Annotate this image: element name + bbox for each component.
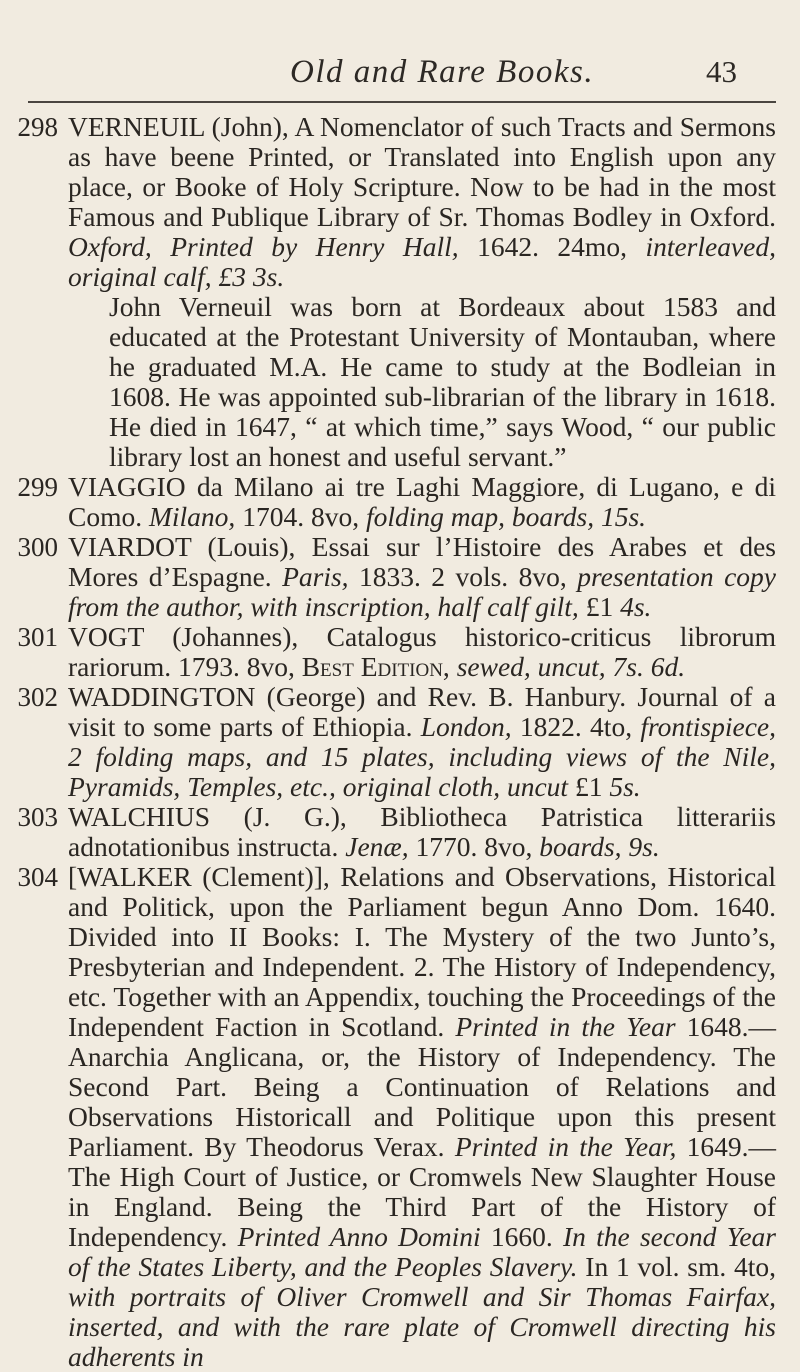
entry-text-run: Printed in the Year, xyxy=(454,1131,677,1162)
entry-text-run: 1704. 8vo, xyxy=(235,501,366,532)
catalogue-entry xyxy=(0,622,800,682)
entry-text-run: £1 xyxy=(568,771,610,802)
entry-text-run: folding map, boards, xyxy=(365,501,595,532)
entry-text-run: 4s. xyxy=(620,591,652,622)
entry-text-run: interleaved, original calf, xyxy=(68,231,777,292)
entry-text-run: [WALKER (Clement)], Relations and Observations, Historical and Politick, upon the Parliament begun Anno Dom. 1640. Divided into II Books: I. The Mystery of the two Junto’s, Presbyterian and Independent. 2. The History of Independency, etc. Together with an Appendix, touching the Proceedings of the Independent Faction in Scotland. xyxy=(68,861,776,1042)
entry-text-run: VIAGGIO da Milano ai tre Laghi Maggiore, di Lugano, e di Como. xyxy=(68,471,776,532)
entry-text-run: Milano, xyxy=(148,501,236,532)
entry-text-run: with portraits of Oliver Cromwell and Sir Thomas Fairfax, inserted, and with the rare plate of Cromwell directing his adherents in xyxy=(68,1281,776,1372)
entry-text-run: 7s. 6d. xyxy=(612,651,686,682)
entry-text-run: 1770. 8vo, xyxy=(408,831,540,862)
entry-text-run: VOGT (Johannes), Catalogus historico-criticus librorum rariorum. 1793. 8vo, xyxy=(68,621,776,682)
entry-note: John Verneuil was born at Bordeaux about 1583 and educated at the Protestant University of Montauban, where he graduated M.A. He came to study at the Bodleian in 1608. He was appointed sub-librarian of the library in 1618. He died in 1647, “ at which time,” says Wood, “ our public library lost an honest and useful servant.” xyxy=(109,291,776,472)
entry-text-run: 1660. xyxy=(480,1221,563,1252)
catalogue-entry xyxy=(0,802,800,862)
entry-text-run: frontispiece, 2 folding maps, and 15 plates, including views of the Nile, Pyramids, Temples, etc., original cloth, uncut xyxy=(68,711,777,802)
catalogue-entry xyxy=(0,862,800,1372)
entry-text-run xyxy=(212,261,219,292)
entry-text-run: London, xyxy=(420,711,512,742)
entry-text-run xyxy=(606,651,613,682)
entry-text-run: 1642. 24mo, xyxy=(458,231,646,262)
entry-text-run: WALCHIUS (J. G.), Bibliotheca Patristica litterariis adnotationibus instructa. xyxy=(68,801,776,862)
entry-text-run: £1 xyxy=(578,591,621,622)
page-number: 43 xyxy=(706,54,737,89)
entry-text-run: VIARDOT (Louis), Essai sur l’Histoire des Arabes et des Mores d’Espagne. xyxy=(68,531,776,592)
entry-text-run: Printed Anno Domini xyxy=(237,1221,481,1252)
entry-text-run: 1648.—Anarchia Anglicana, or, the History of Independency. The Second Part. Being a Continuation of Relations and Observations Historicall and Politique upon this present Parliament. By Theodorus Verax. xyxy=(68,1011,777,1162)
entry-text-run: Jenæ, xyxy=(345,831,409,862)
entry-number: 298 xyxy=(17,112,58,142)
entry-text-run: 1822. 4to, xyxy=(511,711,641,742)
entry-text-run: Best Edition, xyxy=(301,651,450,682)
entry-text-run: Printed in the Year xyxy=(455,1011,676,1042)
entry-text-run: In the second Year of the States Liberty, and the Peoples Slavery. xyxy=(68,1221,777,1282)
entry-text-run: Oxford, Printed by Henry Hall, xyxy=(68,231,459,262)
entry-description xyxy=(68,802,776,862)
entry-description xyxy=(68,862,776,1372)
entry-text-run: boards, xyxy=(539,831,622,862)
entry-description xyxy=(68,112,776,292)
catalogue-entry xyxy=(0,532,800,622)
entry-text-run: 1833. 2 vols. 8vo, xyxy=(348,561,578,592)
entry-number: 300 xyxy=(17,532,58,562)
entry-text-run: WADDINGTON (George) and Rev. B. Hanbury. Journal of a visit to some parts of Ethiopia. xyxy=(68,681,776,742)
entry-text-run: Paris, xyxy=(282,561,349,592)
entry-number: 299 xyxy=(17,472,58,502)
running-title: Old and Rare Books. xyxy=(290,54,595,90)
entry-description xyxy=(68,622,776,682)
entry-number: 301 xyxy=(17,622,58,652)
entry-text-run: In 1 vol. sm. 4to, xyxy=(577,1251,777,1282)
catalogue-entry xyxy=(0,682,800,802)
entry-text-run xyxy=(594,501,601,532)
entry-description xyxy=(68,532,776,622)
entry-text-run: 1649.—The High Court of Justice, or Cromwels New Slaughter House in England. Being the Third Part of the History of Independency. xyxy=(68,1131,777,1252)
entry-text-run xyxy=(450,651,457,682)
header-rule xyxy=(28,101,776,103)
entry-description xyxy=(68,472,776,532)
catalogue-entry xyxy=(0,112,800,472)
entry-description xyxy=(68,682,776,802)
catalogue-entries xyxy=(0,112,800,1372)
catalogue-entry xyxy=(0,472,800,532)
page-header xyxy=(0,0,800,110)
entry-number: 302 xyxy=(17,682,58,712)
entry-text-run: presentation copy from the author, with inscription, half calf gilt, xyxy=(68,561,776,622)
entry-text-run: 9s. xyxy=(628,831,660,862)
entry-text-run: £3 3s. xyxy=(218,261,285,292)
entry-number: 303 xyxy=(17,802,58,832)
entry-number: 304 xyxy=(17,862,58,892)
entry-text-run: sewed, uncut, xyxy=(456,651,606,682)
entry-text-run: 5s. xyxy=(609,771,641,802)
entry-text-run: 15s. xyxy=(600,501,647,532)
entry-text-run: VERNEUIL (John), A Nomenclator of such Tracts and Sermons as have beene Printed, or Translated into English upon any place, or Booke of Holy Scripture. Now to be had in the most Famous and Publique Library of Sr. Thomas Bodley in Oxford. xyxy=(68,111,776,232)
